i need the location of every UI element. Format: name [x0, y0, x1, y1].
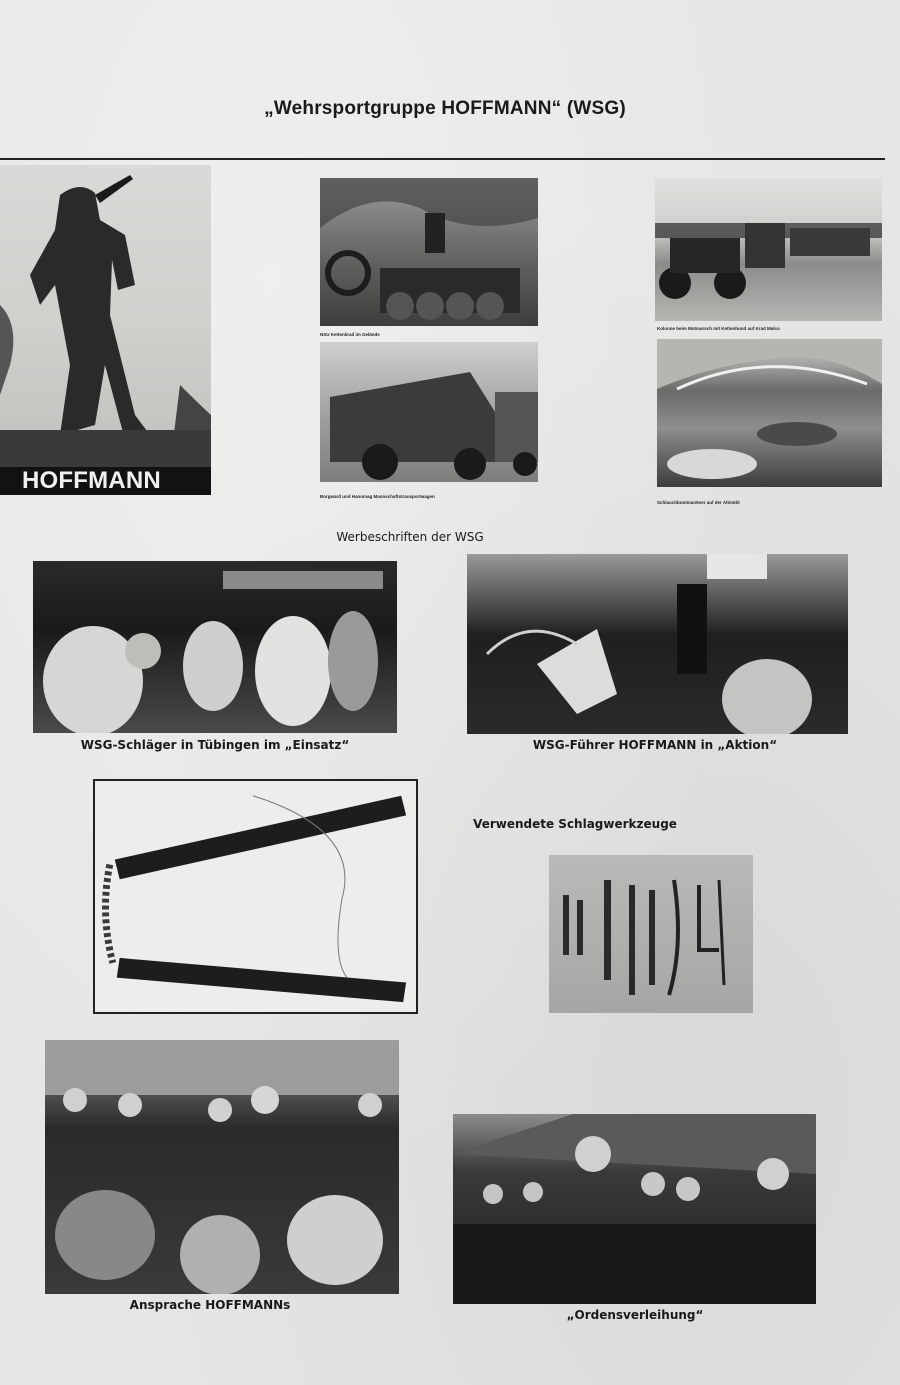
orden-photo — [453, 1114, 816, 1304]
page-title: „Wehrsportgruppe HOFFMANN“ (WSG) — [264, 98, 626, 119]
convoy-caption: Kolonne beim Motmarsch mit Kettenhund auf Krad Malco — [657, 326, 780, 331]
tuebingen-caption: WSG-Schläger in Tübingen im „Einsatz“ — [80, 738, 350, 752]
boats-photo — [657, 339, 882, 487]
schlag-caption: Verwendete Schlagwerkzeuge — [473, 817, 677, 831]
truck-photo — [320, 342, 538, 482]
nunchaku-photo — [93, 779, 418, 1014]
orden-caption: „Ordensverleihung“ — [566, 1308, 704, 1322]
aktion-caption: WSG-Führer HOFFMANN in „Aktion“ — [532, 738, 778, 752]
boats-caption: Schlauchbootmanöver auf der Altmühl — [657, 500, 740, 505]
ansprache-photo — [45, 1040, 399, 1294]
halftrack-caption: NSU Kettenkrad im Gelände — [320, 332, 380, 337]
statue-photo — [0, 165, 211, 495]
ansprache-caption: Ansprache HOFFMANNs — [129, 1298, 291, 1312]
statue-silhouette-icon — [0, 165, 211, 495]
truck-caption: Borgward und Hanomag Mannschaftstransportwagen — [320, 494, 435, 499]
convoy-photo — [655, 178, 882, 321]
tuebingen-photo — [33, 561, 397, 733]
werbe-caption: Werbeschriften der WSG — [336, 530, 484, 544]
tools-photo — [549, 855, 753, 1013]
aktion-photo — [467, 554, 848, 734]
statue-name-label: HOFFMANN — [0, 467, 211, 495]
title-rule — [0, 158, 885, 160]
halftrack-photo — [320, 178, 538, 326]
